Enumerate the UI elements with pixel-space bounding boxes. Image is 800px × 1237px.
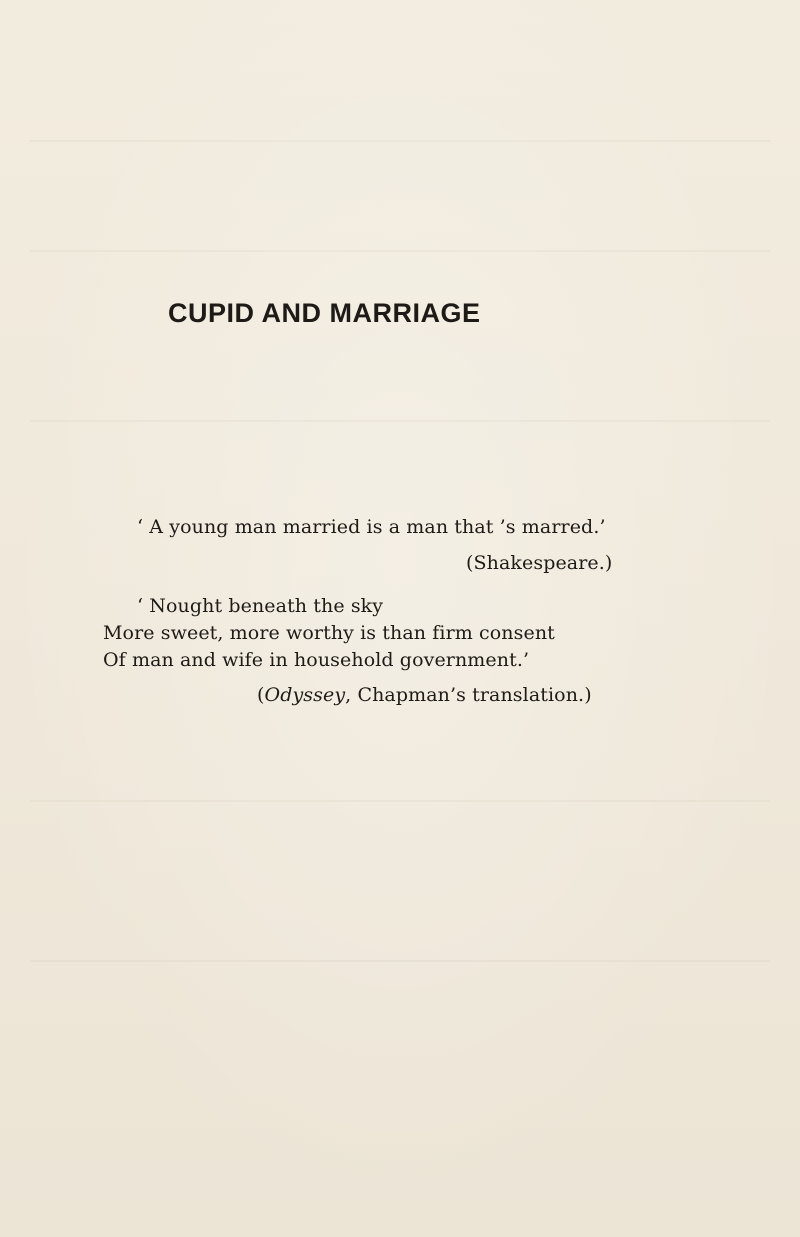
epigraph-2-attribution bbox=[257, 684, 592, 706]
bleed-through bbox=[30, 800, 770, 802]
epigraph-2-line-2: More sweet, more worthy is than firm consent bbox=[103, 622, 555, 644]
epigraph-1-line-1: ‘ A young man married is a man that ’s marred.’ bbox=[137, 516, 606, 538]
attribution-rest: , Chapman’s translation.) bbox=[345, 684, 592, 706]
epigraph-2-line-1: ‘ Nought beneath the sky bbox=[137, 595, 384, 617]
attribution-open: ( bbox=[257, 684, 265, 706]
bleed-through bbox=[30, 140, 770, 142]
bleed-through bbox=[30, 420, 770, 422]
attribution-work-title: Odyssey bbox=[264, 684, 346, 706]
chapter-title: CUPID AND MARRIAGE bbox=[168, 298, 481, 328]
bleed-through bbox=[30, 250, 770, 252]
epigraph-2-line-3: Of man and wife in household government.’ bbox=[103, 649, 530, 671]
epigraph-1-attribution: (Shakespeare.) bbox=[466, 552, 613, 574]
bleed-through bbox=[30, 960, 770, 962]
